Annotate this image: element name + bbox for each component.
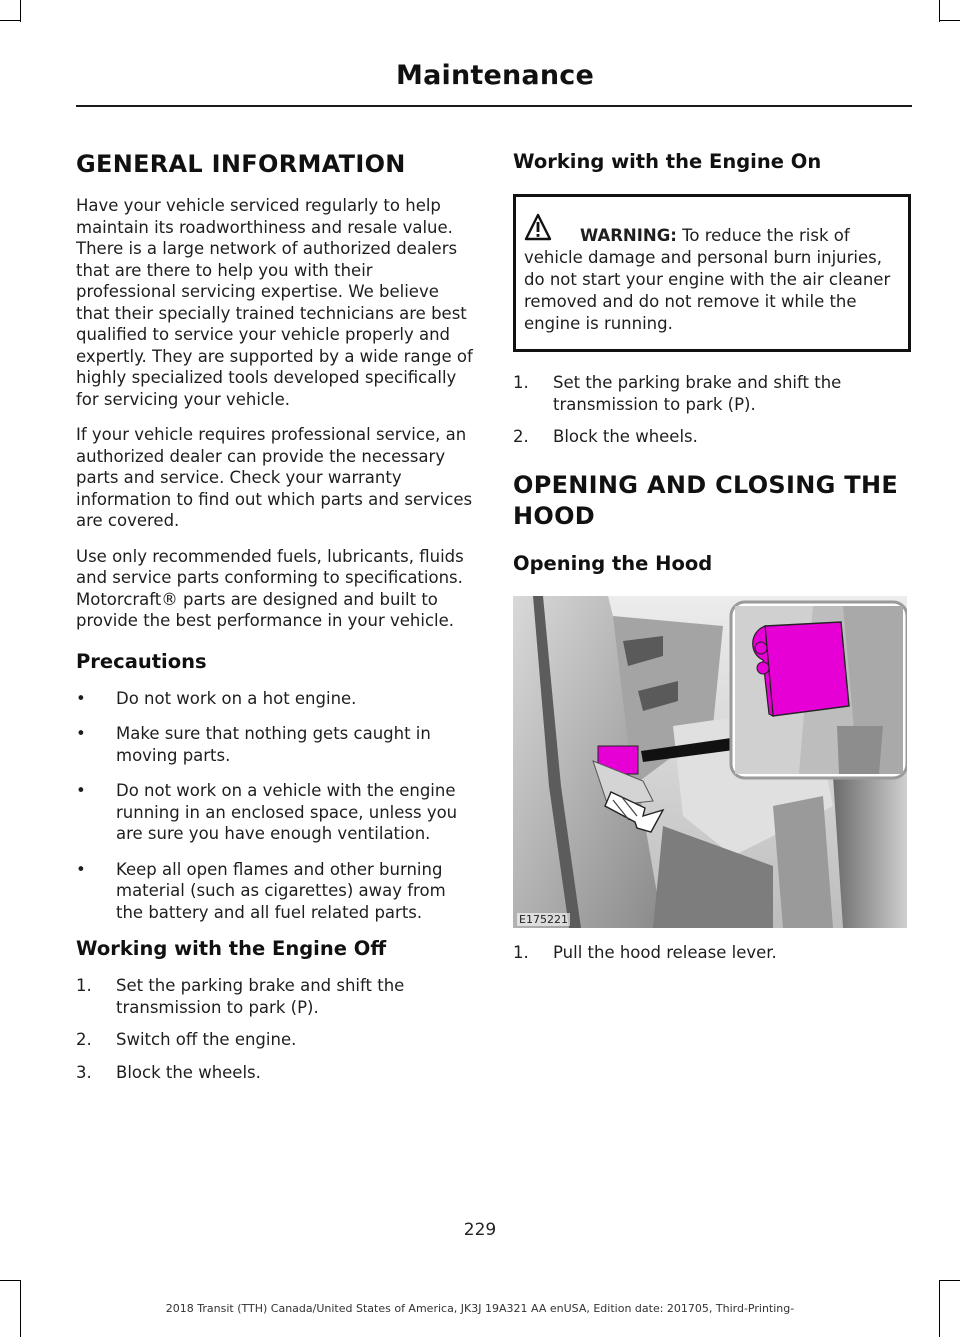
list-item [76,780,474,845]
engine-off-heading: Working with the Engine Off [76,937,387,960]
warning-label: WARNING: [580,226,677,245]
general-information-heading: GENERAL INFORMATION [76,150,406,178]
engine-on-heading: Working with the Engine On [513,150,822,173]
step-text: Pull the hood release lever. [553,942,777,962]
opening-hood-heading: Opening the Hood [513,551,713,575]
left-column [76,150,474,1094]
list-item [76,859,474,924]
hood-release-illustration [513,596,907,928]
step-text: Set the parking brake and shift the transmission to park (P). [553,373,842,414]
general-paragraph-1: Have your vehicle serviced regularly to help maintain its roadworthiness and resale value. There is a large network of authorized dealers that are there to help you with their professional servicing expertise. We believe that their specially trained technicians are best qualified to service your vehicle properly and expertly. They are supported by a wide range of highly specialized tools developed specifically for servicing your vehicle. [76,196,473,409]
precaution-text: Make sure that nothing gets caught in moving parts. [116,724,431,765]
hood-heading-line-1: OPENING AND CLOSING THE [513,470,899,499]
bullet-marker: • [76,688,86,708]
crop-mark [20,0,21,22]
precautions-heading: Precautions [76,649,207,673]
crop-mark [939,0,940,22]
warning-text: To reduce the risk of vehicle damage and personal burn injuries, do not start your engine with the air cleaner removed and do not remove it while the engine is running. [524,226,891,333]
step-number: 1. [513,942,529,962]
list-item [513,426,911,448]
page-footer: 2018 Transit (TTH) Canada/United States of America, JK3J 19A321 AA enUSA, Edition date: 201705, Third-Printing- [165,1302,795,1315]
list-item [76,1029,474,1051]
crop-mark [939,20,960,21]
opening-steps [513,942,911,964]
general-paragraph-3: Use only recommended fuels, lubricants, fluids and service parts conforming to specifications. Motorcraft® parts are designed and built to provide the best performance in your vehicle. [76,546,464,630]
list-item [513,372,911,415]
hood-heading-line-2: HOOD [513,501,596,530]
precaution-text: Do not work on a hot engine. [116,688,357,708]
step-number: 3. [76,1062,92,1082]
hood-release-drawing [513,596,907,928]
precaution-text: Keep all open flames and other burning material (such as cigarettes) away from the battery and all fuel related parts. [116,859,446,922]
precaution-text: Do not work on a vehicle with the engine running in an enclosed space, unless you are sure you have enough ventilation. [116,781,458,843]
hood-section-heading [513,470,911,532]
page-header-title: Maintenance [396,60,594,91]
bullet-marker: • [76,724,86,743]
step-text: Set the parking brake and shift the transmission to park (P). [116,976,405,1017]
engine-on-steps [513,372,911,448]
bullet-marker: • [76,859,86,879]
warning-box [513,194,911,352]
crop-mark [0,1280,21,1281]
step-text: Block the wheels. [553,427,698,446]
list-item [76,688,474,710]
right-column [513,150,911,974]
list-item [76,723,474,766]
list-item [76,975,474,1018]
step-text: Block the wheels. [116,1062,261,1082]
step-number: 2. [513,427,529,446]
header-rule [76,105,912,107]
list-item [513,942,911,964]
crop-mark [0,20,21,21]
page-number: 229 [463,1220,497,1240]
bullet-marker: • [76,781,86,800]
step-number: 1. [76,976,92,995]
general-paragraph-2: If your vehicle requires professional service, an authorized dealer can provide the necessary parts and service. Check your warranty information to find out which parts and services are covered. [76,425,473,530]
figure-code: E175221 [519,912,568,926]
step-number: 2. [76,1030,92,1049]
precautions-list [76,688,474,924]
list-item [76,1062,474,1084]
warning-icon [524,213,580,245]
step-text: Switch off the engine. [116,1030,297,1049]
crop-mark [939,1280,960,1281]
step-number: 1. [513,373,529,392]
engine-off-steps [76,975,474,1083]
